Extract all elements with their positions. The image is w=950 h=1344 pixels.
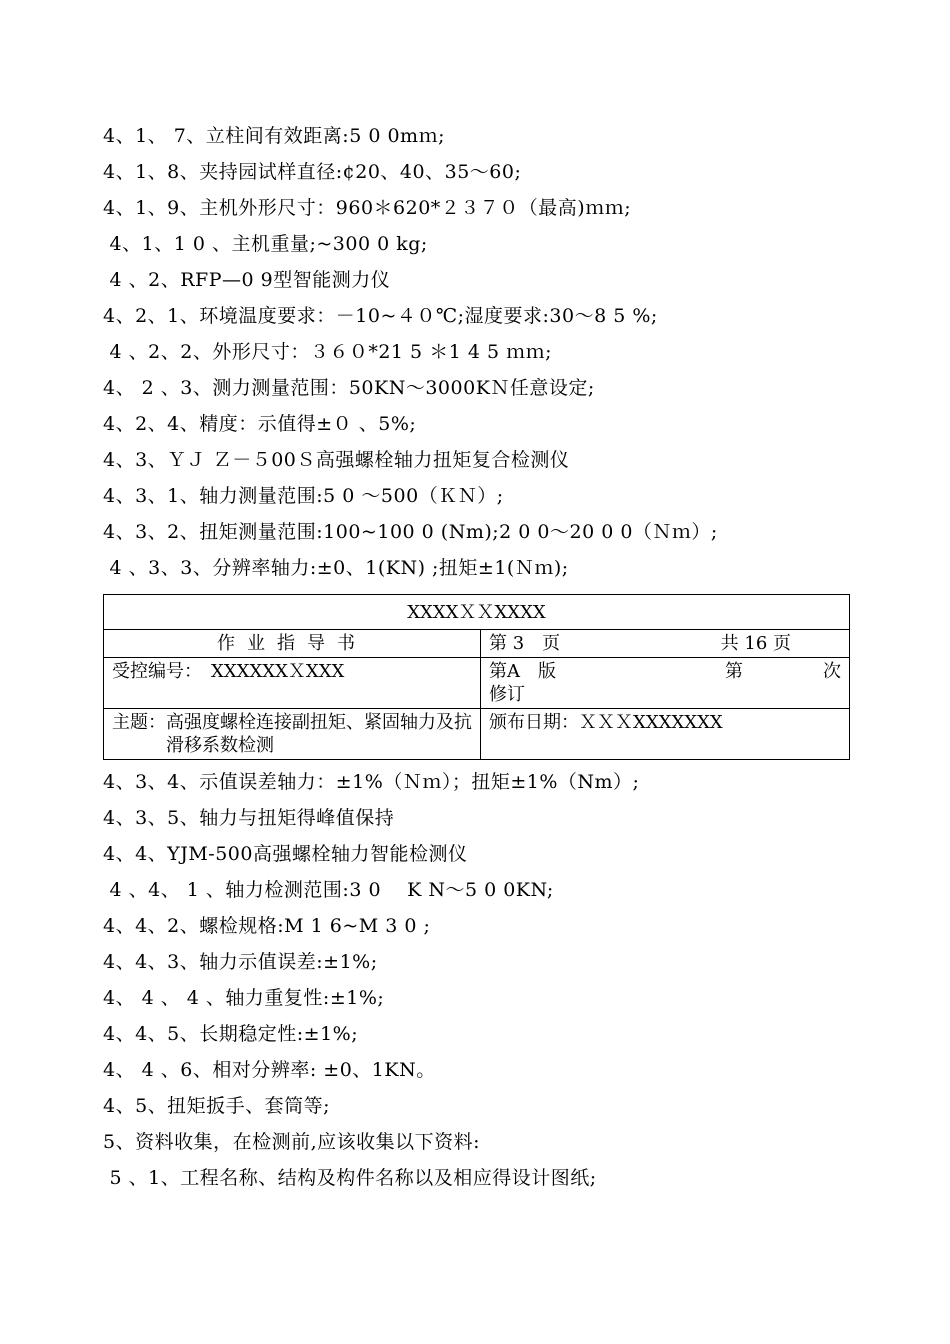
text-line: 4、4、2、螺检规格:M 1 6~M 3 0 ; — [103, 915, 431, 937]
text-line: 4、1、1 0 、主机重量;~300 0 kg; — [103, 233, 428, 255]
text-line: 4、3、ＹＪ Ｚ－５00Ｓ高强螺栓轴力扭矩复合检测仪 — [103, 449, 570, 471]
version-info — [481, 658, 850, 709]
text-line: 4、3、1、轴力测量范围:5 0 ～500（ＫＮ）; — [103, 485, 504, 507]
text-line: 4、4、YJM-500高强螺栓轴力智能检测仪 — [103, 843, 468, 865]
page-header-table — [103, 594, 850, 760]
issue-date: 颁布日期：ＸＸＸXXXXXXX — [481, 709, 850, 760]
text-line: 5 、1、工程名称、结构及构件名称以及相应得设计图纸; — [103, 1167, 597, 1189]
text-line: 4、2、1、环境温度要求：－10~４０℃;湿度要求:30～8 5 %; — [103, 305, 658, 327]
text-line: 4、 4 、6、相对分辨率: ±0、1KN。 — [103, 1059, 436, 1081]
text-line: 4、3、4、示值误差轴力：±1%（Ｎｍ）；扭矩±1%（Nm）; — [103, 771, 640, 793]
version-label: 第A 版 — [489, 661, 556, 682]
text-line: 4、1、8、夹持园试样直径:¢20、40、35～60; — [103, 161, 522, 183]
document-type-label: 作业指导书 — [217, 633, 367, 654]
text-line: 4 、2、2、外形尺寸：３６０*21 5 ＊1 4 5 ｍｍ; — [103, 341, 552, 363]
text-line: 5、资料收集，在检测前,应该收集以下资料: — [103, 1131, 481, 1153]
document-type — [104, 630, 481, 658]
revision-label-a: 第 — [725, 661, 743, 682]
page-total: 共 16 页 — [720, 633, 791, 654]
organization-name: XXXXＸＸXXXX — [104, 595, 850, 630]
text-line: 4 、3、3、分辨率轴力:±0、1(KN) ;扭矩±1(Ｎｍ); — [103, 557, 569, 579]
text-line: 4 、4、 1 、轴力检测范围:3 0 K N～5 0 0KN; — [103, 879, 554, 901]
subject — [104, 709, 481, 760]
text-line: 4、3、5、轴力与扭矩得峰值保持 — [103, 807, 395, 829]
page-number: 第 3 页 — [489, 633, 561, 654]
control-number: 受控编号： XXXXXXＸXXX — [104, 658, 481, 709]
text-line: 4、2、4、精度：示值得±０ 、5%; — [103, 413, 417, 435]
page-info — [481, 630, 850, 658]
subject-text: 高强度螺栓连接副扭矩、紧固轴力及抗滑移系数检测 — [166, 712, 472, 756]
revision-label-b: 次 — [823, 661, 841, 682]
text-line: 4、4、5、长期稳定性:±1%; — [103, 1023, 359, 1045]
text-line: 4、 2 、3、测力测量范围：50KN～3000KＮ任意设定; — [103, 377, 595, 399]
text-line: 4、5、扭矩扳手、套筒等; — [103, 1095, 331, 1117]
text-line: 4、1、 7、立柱间有效距离:5 0 0mｍ; — [103, 125, 445, 147]
text-line: 4、 4 、 4 、轴力重复性:±1%; — [103, 987, 385, 1009]
text-line: 4 、2、RFP—0 9型智能测力仪 — [103, 269, 391, 291]
text-line: 4、4、3、轴力示值误差:±1%; — [103, 951, 378, 973]
text-line: 4、3、2、扭矩测量范围:100~100 0 (Nm);2 0 0～20 0 0（Ｎｍ）; — [103, 521, 718, 543]
subject-label: 主题： — [112, 712, 166, 733]
text-line: 4、1、9、主机外形尺寸：960＊620*２３７０（最高)ｍｍ; — [103, 197, 632, 219]
revision-label-c: 修订 — [489, 684, 525, 705]
